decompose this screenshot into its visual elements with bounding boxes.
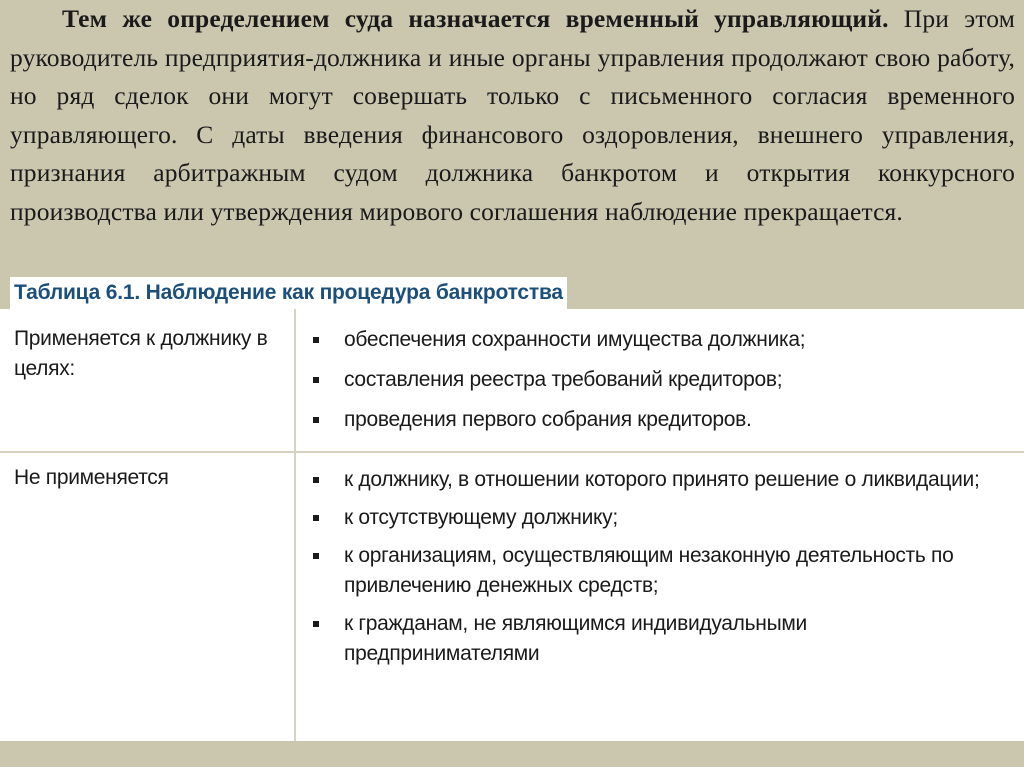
square-bullet-icon xyxy=(313,417,319,423)
list-item-text: к отсутствующему должнику; xyxy=(344,506,618,529)
row-label: Не применяется xyxy=(14,466,169,489)
square-bullet-icon xyxy=(313,621,319,627)
square-bullet-icon xyxy=(313,553,319,559)
row-label: Применяется к должнику в целях: xyxy=(14,327,268,380)
list-item xyxy=(312,609,1004,669)
square-bullet-icon xyxy=(313,377,319,383)
row-items-cell xyxy=(295,309,1024,452)
list-item xyxy=(312,503,1004,533)
table-row xyxy=(0,309,1024,452)
list-item-text: к гражданам, не являющимся индивидуальными предпринимателями xyxy=(344,612,807,665)
list-item-text: обеспечения сохранности имущества должника; xyxy=(344,328,806,351)
intro-paragraph xyxy=(10,0,1015,270)
list-item xyxy=(312,365,1004,395)
square-bullet-icon xyxy=(313,515,319,521)
row-items-cell xyxy=(295,452,1024,741)
list-item-text: проведения первого собрания кредиторов. xyxy=(344,408,752,431)
list-item-text: составления реестра требований кредиторов; xyxy=(344,368,783,391)
intro-lead-sentence: Тем же определением суда назначается временный управляющий. xyxy=(62,4,889,33)
square-bullet-icon xyxy=(313,477,319,483)
row-label-cell xyxy=(0,309,295,452)
list-item xyxy=(312,465,1004,495)
list-item xyxy=(312,541,1004,601)
bankruptcy-observation-table xyxy=(0,309,1024,741)
list-item-text: к организациям, осуществляющим незаконную деятельность по привлечению денежных средств; xyxy=(344,544,954,597)
table-row xyxy=(0,452,1024,741)
row-label-cell xyxy=(0,452,295,741)
table-title: Таблица 6.1. Наблюдение как процедура банкротства xyxy=(10,277,567,309)
list-item xyxy=(312,405,1004,435)
square-bullet-icon xyxy=(313,337,319,343)
list-item xyxy=(312,325,1004,355)
list-item-text: к должнику, в отношении которого принято решение о ликвидации; xyxy=(344,468,980,491)
bullet-list xyxy=(296,453,1024,669)
intro-body-text: При этом руководитель предприятия-должника и иные органы управления продолжают свою работу, но ряд сделок они могут совершать только с письменного согласия временного управляющего. С даты введения финансового оздоровления, внешнего управления, признания арбитражным судом должника банкротом и открытия конкурсного производства или утверждения мирового соглашения наблюдение прекращается. xyxy=(10,4,1015,226)
bullet-list xyxy=(296,309,1024,435)
